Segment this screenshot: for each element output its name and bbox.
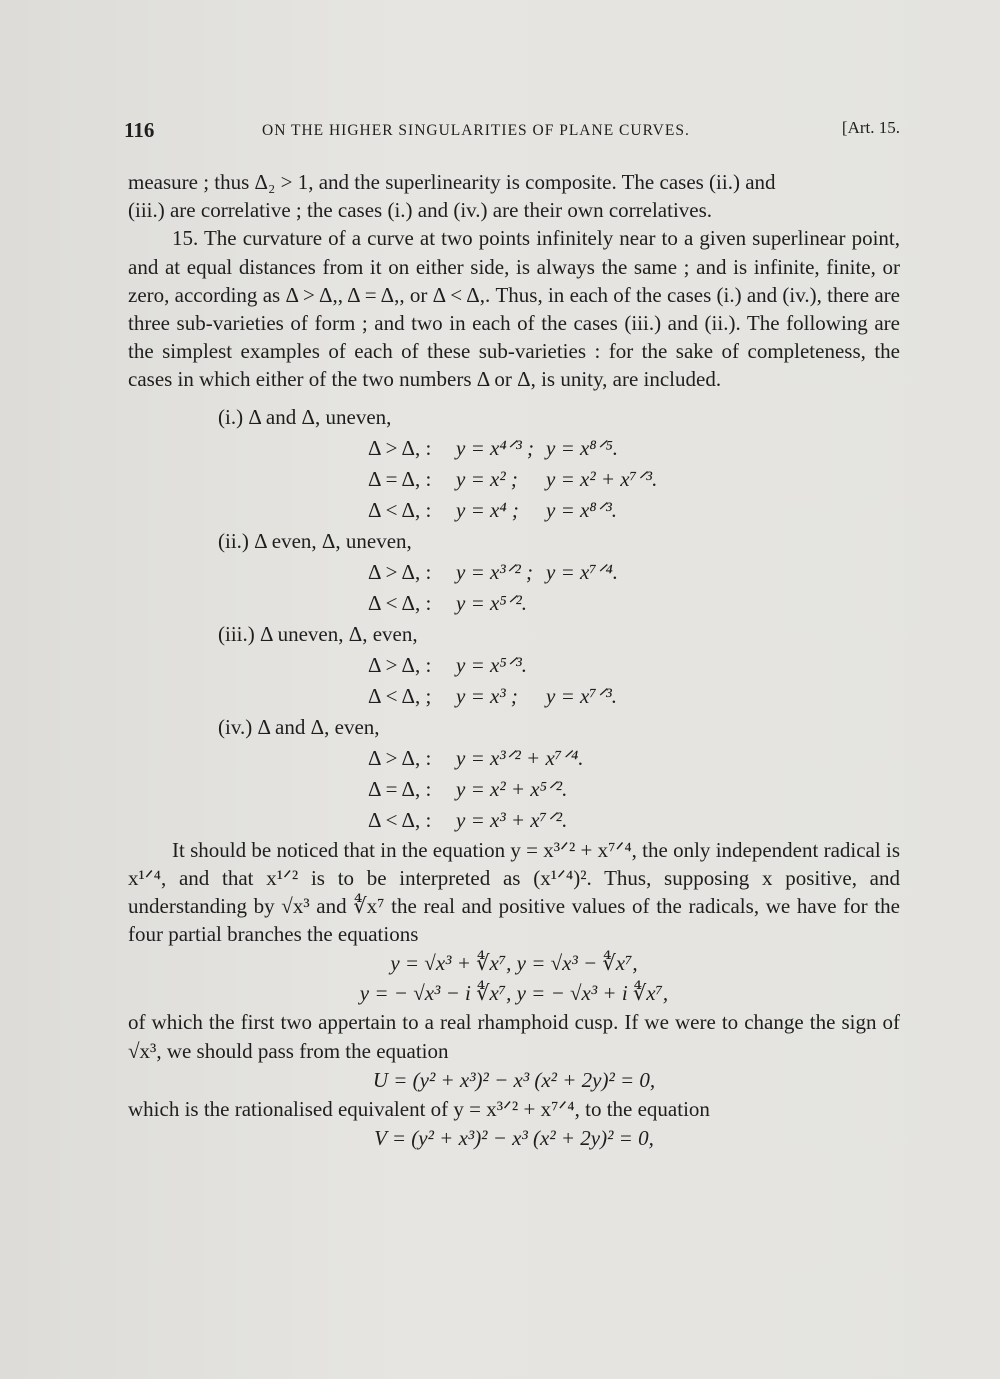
paragraph-line: measure ; thus Δ₂ > 1, and the superlinearity is composite. The cases (ii.) and <box>128 170 776 194</box>
equation: y = x⁵ᐟ³. <box>456 652 528 677</box>
equation-row <box>128 588 900 619</box>
condition: Δ < Δ, : <box>368 590 432 615</box>
paragraph-15: 15. The curvature of a curve at two points infinitely near to a given superlinear point, and at equal distances from it on either side, is always the same ; and is infinite, finite, or zero, according as Δ > Δ,, Δ = Δ,, or Δ < Δ,. Thus, in each of the cases (i.) and (iv.), there are three sub-varieties of form ; and two in each of the cases (iii.) and (ii.). The following are the simplest examples of each of these sub-varieties : for the sake of completeness, the cases in which either of the two numbers Δ or Δ, is unity, are included. <box>128 226 900 392</box>
equation: y = x⁴ᐟ³ ; <box>456 435 535 460</box>
equation: y = x³ ; <box>456 683 518 708</box>
page-number: 116 <box>124 118 155 142</box>
case-heading: (iv.) Δ and Δ, even, <box>218 714 380 739</box>
article-reference: [Art. 15. <box>841 118 900 137</box>
equation: y = x² + x⁵ᐟ². <box>456 776 568 801</box>
case-block <box>128 402 900 526</box>
paragraph-rationalised: which is the rationalised equivalent of y = x³ᐟ² + x⁷ᐟ⁴, to the equation <box>128 1096 710 1121</box>
equation-row <box>128 743 900 774</box>
running-title: ON THE HIGHER SINGULARITIES OF PLANE CURVES. <box>262 122 690 139</box>
condition: Δ > Δ, : <box>368 435 432 460</box>
equation-row <box>128 805 900 836</box>
condition: Δ < Δ, : <box>368 497 432 522</box>
case-heading: (iii.) Δ uneven, Δ, even, <box>218 621 418 646</box>
condition: Δ = Δ, : <box>368 776 432 801</box>
condition: Δ < Δ, ; <box>368 683 432 708</box>
equation: y = x⁴ ; <box>456 497 519 522</box>
equation-row <box>128 557 900 588</box>
display-equation-v: V = (y² + x³)² − x³ (x² + 2y)² = 0, <box>374 1126 654 1151</box>
equation-row <box>128 774 900 805</box>
condition: Δ < Δ, : <box>368 807 432 832</box>
display-equation: y = √x³ + ∜x⁷, y = √x³ − ∜x⁷, <box>390 951 638 976</box>
equation-row <box>128 650 900 681</box>
condition: Δ > Δ, : <box>368 745 432 770</box>
case-block <box>128 619 900 712</box>
case-block <box>128 712 900 836</box>
display-equation-u: U = (y² + x³)² − x³ (x² + 2y)² = 0, <box>372 1067 656 1092</box>
page-body <box>128 168 900 1153</box>
case-heading: (i.) Δ and Δ, uneven, <box>218 404 392 429</box>
equation: y = x³ᐟ² + x⁷ᐟ⁴. <box>456 745 584 770</box>
equation: y = x³ᐟ² ; <box>456 559 534 584</box>
case-heading: (ii.) Δ even, Δ, uneven, <box>218 528 412 553</box>
equation: y = x⁸ᐟ⁵. <box>546 435 619 460</box>
condition: Δ > Δ, : <box>368 652 432 677</box>
case-block <box>128 526 900 619</box>
equation-row <box>128 433 900 464</box>
paragraph-line: (iii.) are correlative ; the cases (i.) and (iv.) are their own correlatives. <box>128 198 713 223</box>
equation: y = x³ + x⁷ᐟ². <box>456 807 568 832</box>
equation: y = x² + x⁷ᐟ³. <box>546 466 658 491</box>
equation: y = x⁵ᐟ². <box>456 590 528 615</box>
equation: y = x⁷ᐟ⁴. <box>546 559 619 584</box>
equation-row <box>128 495 900 526</box>
equation: y = x⁷ᐟ³. <box>546 683 618 708</box>
display-equation: y = − √x³ − i ∜x⁷, y = − √x³ + i ∜x⁷, <box>359 981 669 1006</box>
equation: y = x⁸ᐟ³. <box>546 497 618 522</box>
paragraph-rhamphoid: of which the first two appertain to a real rhamphoid cusp. If we were to change the sign of √x³, we should pass from the equation <box>128 1010 900 1063</box>
equation-row <box>128 681 900 712</box>
page-header <box>124 118 900 148</box>
condition: Δ > Δ, : <box>368 559 432 584</box>
paragraph-radicals: It should be noticed that in the equation y = x³ᐟ² + x⁷ᐟ⁴, the only independent radical is x¹ᐟ⁴, and that x¹ᐟ² is to be interpreted as (x¹ᐟ⁴)². Thus, supposing x positive, and understanding by √x³ and ∜x⁷ the real and positive values of the radicals, we have for the four partial branches the equations <box>128 837 900 947</box>
equation: y = x² ; <box>456 466 518 491</box>
condition: Δ = Δ, : <box>368 466 432 491</box>
equation-row <box>128 464 900 495</box>
